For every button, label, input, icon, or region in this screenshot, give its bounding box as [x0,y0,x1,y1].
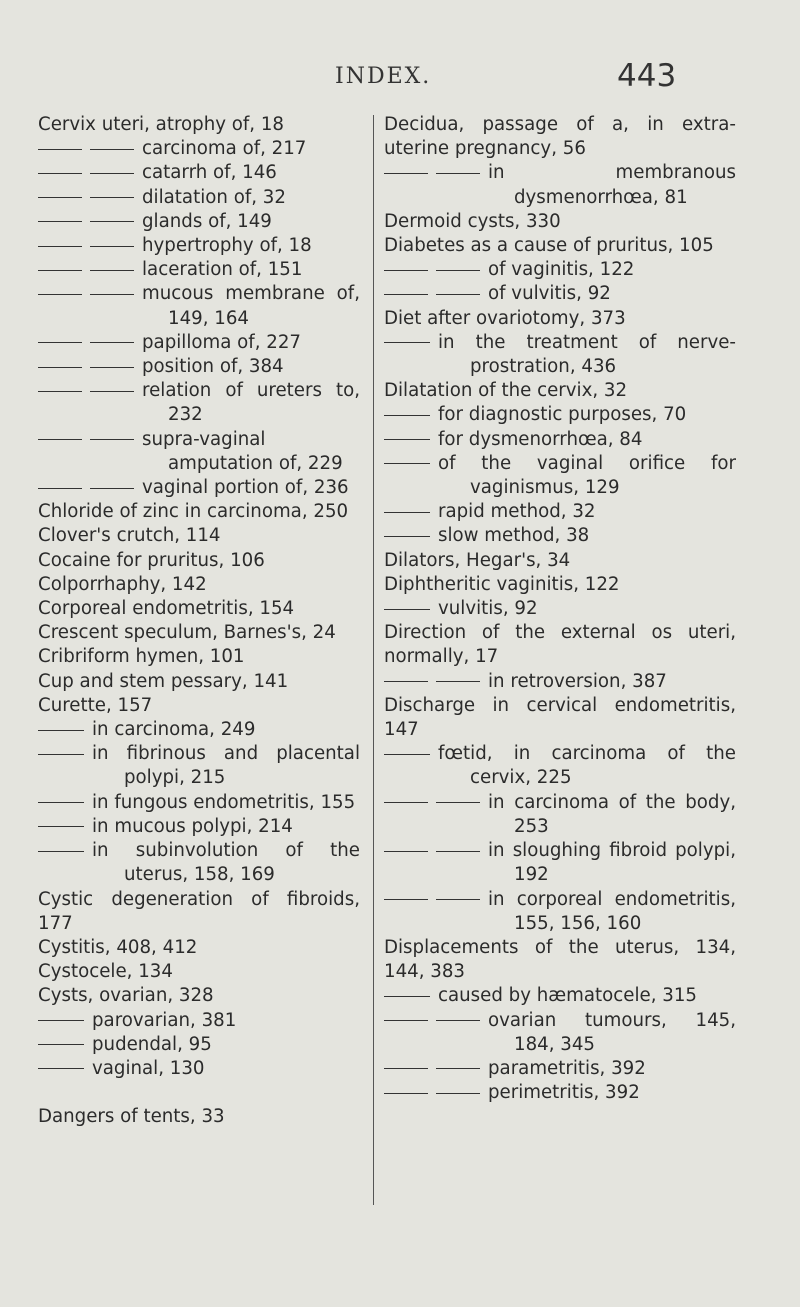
entry-text: in the treatment of nerve-prostration, 436 [438,331,736,378]
index-subentry [38,428,360,476]
ditto-dash [384,173,428,174]
index-subentry [384,258,736,282]
entry-text: rapid method, 32 [438,501,596,523]
index-subentry [38,186,360,210]
index-subentry [384,984,736,1008]
ditto-dash [384,536,430,537]
index-subentry [384,888,736,936]
column-divider [373,115,374,1205]
entry-text: mucous membrane of, 149, 164 [142,283,360,329]
ditto-dash [90,367,134,368]
entry-text: Cysts, ovarian, 328 [38,985,214,1007]
entry-text: supra-vaginal amputation of, 229 [142,428,343,474]
index-subentry [38,379,360,427]
ditto-dash [90,294,134,295]
ditto-dash [38,826,84,827]
entry-text: Cribriform hymen, 101 [38,646,245,668]
entry-text: Dilatation of the cervix, 32 [384,380,628,402]
ditto-dash [384,996,430,997]
ditto-dash [38,221,82,222]
index-subentry [38,839,360,887]
ditto-dash [384,1068,428,1069]
entry-text: catarrh of, 146 [142,162,277,184]
entry-text: in subinvolution of the uterus, 158, 169 [92,840,360,886]
index-entry [384,621,736,669]
index-subentry [38,355,360,379]
ditto-dash [38,1044,84,1045]
entry-text: ovarian tumours, 145, 184, 345 [488,1009,736,1055]
ditto-dash [436,899,480,900]
index-subentry [38,815,360,839]
ditto-dash [38,439,82,440]
ditto-dash [90,439,134,440]
index-entry [38,573,360,597]
ditto-dash [38,197,82,198]
index-entry [38,984,360,1008]
index-subentry [38,742,360,790]
ditto-dash [90,197,134,198]
ditto-dash [38,149,82,150]
entry-text: carcinoma of, 217 [142,138,307,160]
index-subentry [38,234,360,258]
entry-text: dilatation of, 32 [142,186,286,208]
entry-text: Discharge in cervical endometritis, 147 [384,694,736,741]
ditto-dash [384,342,430,343]
ditto-dash [384,851,428,852]
entry-text: fœtid, in carcinoma of the cervix, 225 [438,743,736,789]
index-subentry [384,403,736,427]
index-entry [384,379,736,403]
index-subentry [384,1057,736,1081]
index-subentry [38,137,360,161]
entry-text: Decidua, passage of a, in extra-uterine pregnancy, 56 [384,114,736,160]
entry-text: Chloride of zinc in carcinoma, 250 [38,501,349,523]
entry-text: caused by hæmatocele, 315 [438,985,697,1007]
entry-text: Cocaine for pruritus, 106 [38,549,265,571]
entry-text: Diphtheritic vaginitis, 122 [384,573,620,595]
entry-text: relation of ureters to, 232 [142,380,360,426]
index-entry [384,694,736,742]
page-number: 443 [617,58,677,94]
index-subentry [38,1033,360,1057]
entry-text: pudendal, 95 [92,1033,212,1055]
entry-text: Dilators, Hegar's, 34 [384,549,571,571]
index-subentry [38,258,360,282]
entry-text: papilloma of, 227 [142,331,301,353]
entry-text: parovarian, 381 [92,1009,237,1031]
index-subentry [384,524,736,548]
index-entry [38,936,360,960]
entry-text: in carcinoma, 249 [92,719,256,741]
entry-text: Colporrhaphy, 142 [38,573,207,595]
index-entry [38,645,360,669]
index-entry [384,549,736,573]
entry-text: Crescent speculum, Barnes's, 24 [38,622,336,644]
entry-text: Dermoid cysts, 330 [384,210,561,232]
index-subentry [38,1009,360,1033]
index-subentry [38,791,360,815]
ditto-dash [436,1068,480,1069]
ditto-dash [384,1093,428,1094]
ditto-dash [38,488,82,489]
index-subentry [384,839,736,887]
index-entry [384,573,736,597]
ditto-dash [38,367,82,368]
ditto-dash [436,270,480,271]
entry-text: Displacements of the uterus, 134, 144, 383 [384,936,736,983]
index-subentry [38,718,360,742]
index-entry [38,960,360,984]
ditto-dash [38,391,82,392]
ditto-dash [384,415,430,416]
entry-text: Dangers of tents, 33 [38,1106,225,1128]
ditto-dash [384,294,428,295]
ditto-dash [38,270,82,271]
index-entry [384,936,736,984]
index-subentry [384,670,736,694]
ditto-dash [436,1093,480,1094]
index-entry [38,113,360,137]
entry-text: vulvitis, 92 [438,598,538,620]
entry-text: of the vaginal orifice for vaginismus, 129 [438,452,736,499]
entry-text: Cystitis, 408, 412 [38,936,198,958]
entry-text: in mucous polypi, 214 [92,815,293,837]
ditto-dash [38,246,82,247]
page-title: INDEX. [335,64,432,89]
index-entry [384,234,736,258]
section-gap [38,1081,360,1105]
ditto-dash [384,609,430,610]
index-subentry [384,597,736,621]
index-entry [38,694,360,718]
entry-text: parametritis, 392 [488,1057,646,1079]
index-column-left [38,113,360,1129]
ditto-dash [90,173,134,174]
ditto-dash [38,754,84,755]
entry-text: hypertrophy of, 18 [142,235,312,257]
entry-text: glands of, 149 [142,210,272,232]
entry-text: Cervix uteri, atrophy of, 18 [38,114,285,135]
entry-text: Cup and stem pessary, 141 [38,670,289,692]
ditto-dash [90,221,134,222]
ditto-dash [38,1068,84,1069]
index-entry [38,549,360,573]
index-subentry [384,500,736,524]
ditto-dash [436,1020,480,1021]
entry-text: Direction of the external os uteri, normally, 17 [384,622,736,668]
index-entry [38,621,360,645]
ditto-dash [38,802,84,803]
index-subentry [38,161,360,185]
index-entry [384,307,736,331]
entry-text: Curette, 157 [38,694,153,716]
ditto-dash [436,802,480,803]
ditto-dash [436,681,480,682]
index-entry [38,500,360,524]
ditto-dash [436,173,480,174]
ditto-dash [38,1020,84,1021]
index-subentry [384,452,736,500]
entry-text: position of, 384 [142,356,284,378]
index-entry [384,113,736,161]
entry-text: in retroversion, 387 [488,670,667,692]
ditto-dash [384,270,428,271]
entry-text: Corporeal endometritis, 154 [38,598,295,620]
entry-text: of vaginitis, 122 [488,259,635,281]
entry-text: in sloughing fibroid polypi, 192 [488,840,736,886]
index-subentry [384,742,736,790]
index-subentry [38,282,360,330]
entry-text: vaginal, 130 [92,1057,205,1079]
ditto-dash [384,439,430,440]
index-subentry [384,791,736,839]
entry-text: in corporeal endometritis, 155, 156, 160 [488,888,736,934]
index-entry [38,888,360,936]
ditto-dash [38,851,84,852]
ditto-dash [384,681,428,682]
index-subentry [384,161,736,209]
index-subentry [384,1009,736,1057]
ditto-dash [38,173,82,174]
index-subentry [38,331,360,355]
index-subentry [38,1057,360,1081]
ditto-dash [90,246,134,247]
ditto-dash [436,851,480,852]
entry-text: laceration of, 151 [142,259,303,281]
ditto-dash [384,899,428,900]
ditto-dash [38,294,82,295]
index-entry [38,597,360,621]
index-column-right [384,113,736,1105]
index-subentry [384,331,736,379]
index-entry [38,524,360,548]
index-subentry [38,210,360,234]
ditto-dash [90,270,134,271]
ditto-dash [384,754,430,755]
entry-text: for dysmenorrhœa, 84 [438,428,643,450]
entry-text: in membranous dysmenorrhœa, 81 [488,162,736,208]
index-subentry [384,1081,736,1105]
ditto-dash [384,463,430,464]
ditto-dash [90,391,134,392]
ditto-dash [38,342,82,343]
ditto-dash [90,488,134,489]
entry-text: Clover's crutch, 114 [38,525,221,547]
entry-text: Cystocele, 134 [38,961,173,983]
ditto-dash [90,149,134,150]
index-subentry [384,282,736,306]
entry-text: of vulvitis, 92 [488,283,611,305]
entry-text: perimetritis, 392 [488,1082,640,1104]
index-entry [38,670,360,694]
index-entry [38,1105,360,1129]
entry-text: Diet after ovariotomy, 373 [384,307,626,329]
entry-text: for diagnostic purposes, 70 [438,404,687,426]
entry-text: Diabetes as a cause of pruritus, 105 [384,235,714,257]
ditto-dash [38,730,84,731]
index-entry [384,210,736,234]
ditto-dash [384,802,428,803]
entry-text: in fungous endometritis, 155 [92,791,356,813]
ditto-dash [384,1020,428,1021]
entry-text: Cystic degeneration of fibroids, 177 [38,888,360,934]
entry-text: in carcinoma of the body, 253 [488,791,736,837]
entry-text: vaginal portion of, 236 [142,477,349,499]
entry-text: in fibrinous and placental polypi, 215 [92,743,360,789]
ditto-dash [90,342,134,343]
index-subentry [38,476,360,500]
page-header [0,58,800,102]
index-subentry [384,428,736,452]
entry-text: slow method, 38 [438,525,590,547]
ditto-dash [384,512,430,513]
ditto-dash [436,294,480,295]
